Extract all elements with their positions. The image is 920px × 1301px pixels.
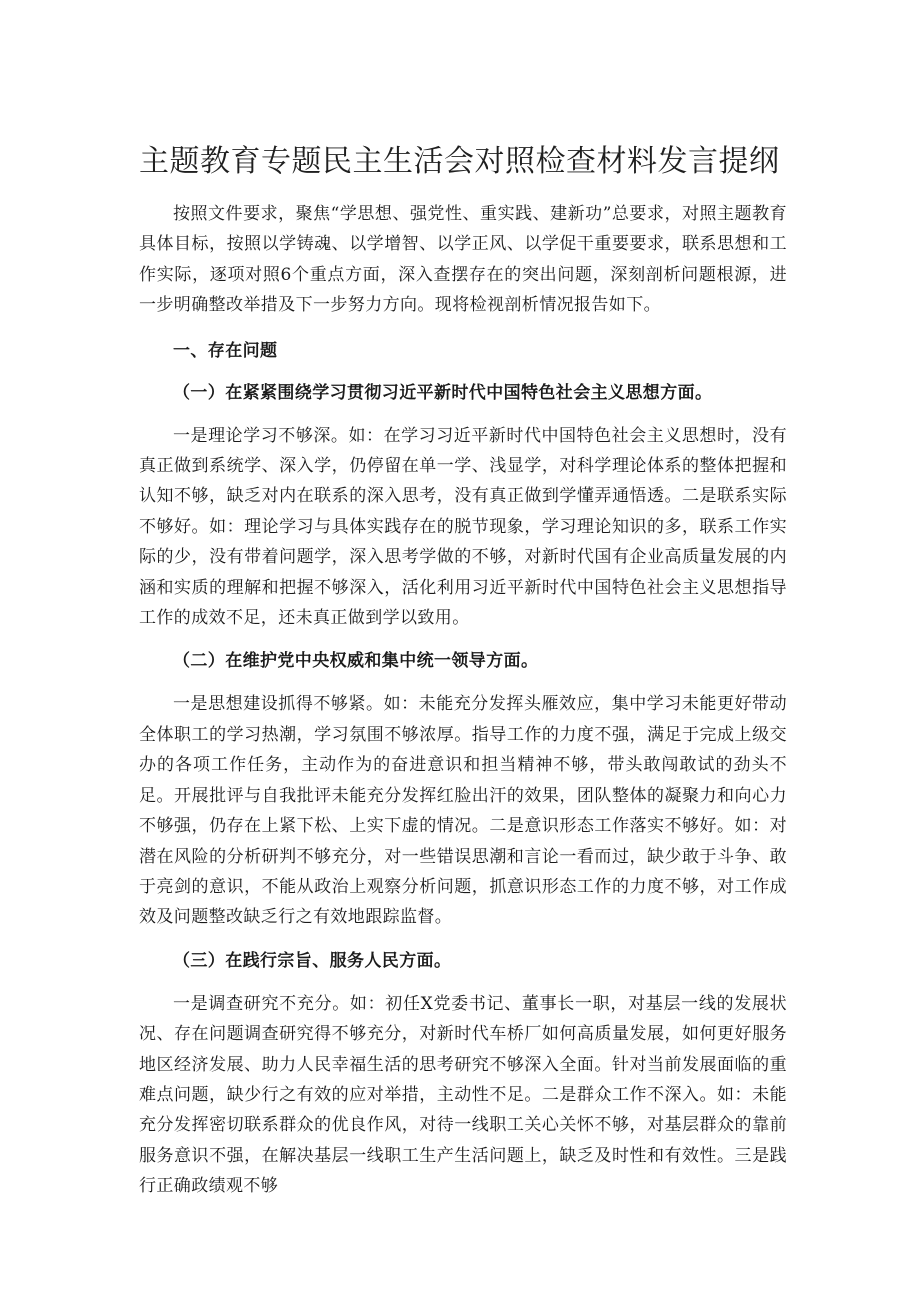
subsection-heading-1: （一）在紧紧围绕学习贯彻习近平新时代中国特色社会主义思想方面。 [173, 382, 713, 403]
spacer [139, 933, 787, 946]
spacer [139, 408, 787, 421]
intro-paragraph: 按照文件要求，聚焦“学思想、强党性、重实践、建新功”总要求，对照主题教育具体目标，按照以学铸魂、以学增智、以学正风、以学促干重要要求，联系思想和工作实际，逐项对照6个重点方面，深入查摆存在的突出问题，深刻剖析问题根源，进一步明确整改举措及下一步努力方向。现将检视剖析情况报告如下。 [139, 204, 787, 316]
spacer [139, 633, 787, 646]
subsection-paragraph-3: 一是调查研究不充分。如：初任X党委书记、董事长一职，对基层一线的发展状况、存在问题调查研究得不够充分，对新时代车桥厂如何高质量发展，如何更好服务地区经济发展、助力人民幸福生活的思考研究不够深入全面。针对当前发展面临的重难点问题，缺少行之有效的应对举措，主动性不足。二是群众工作不深入。如：未能充分发挥密切联系群众的优良作风，对待一线职工关心关怀不够，对基层群众的靠前服务意识不强，在解决基层一线职工生产生活问题上，缺乏及时性和有效性。三是践行正确政绩观不够 [139, 993, 787, 1197]
subsection-heading-3: （三）在践行宗旨、服务人民方面。 [173, 950, 452, 971]
document-title: 主题教育专题民主生活会对照检查材料发言提纲 [139, 144, 780, 179]
document-body [139, 199, 787, 1202]
subsection-heading-2: （二）在维护党中央权威和集中统一领导方面。 [173, 651, 539, 672]
subsection-paragraph-1: 一是理论学习不够深。如：在学习习近平新时代中国特色社会主义思想时，没有真正做到系统学、深入学，仍停留在单一学、浅显学，对科学理论体系的整体把握和认知不够，缺乏对内在联系的深入思考，没有真正做到学懂弄通悟透。二是联系实际不够好。如：理论学习与具体实践存在的脱节现象，学习理论知识的多，联系工作实际的少，没有带着问题学，深入思考学做的不够，对新时代国有企业高质量发展的内涵和实质的理解和把握不够深入，活化利用习近平新时代中国特色社会主义思想指导工作的成效不足，还未真正做到学以致用。 [139, 425, 787, 629]
spacer [139, 321, 787, 336]
section-heading-problems: 一、存在问题 [173, 340, 278, 361]
spacer [139, 676, 787, 689]
subsection-paragraph-2: 一是思想建设抓得不够紧。如：未能充分发挥头雁效应，集中学习未能更好带动全体职工的学习热潮，学习氛围不够浓厚。指导工作的力度不强，满足于完成上级交办的各项工作任务，主动作为的奋进意识和担当精神不够，带头敢闯敢试的劲头不足。开展批评与自我批评未能充分发挥红脸出汗的效果，团队整体的凝聚力和向心力不够强，仍存在上紧下松、上实下虚的情况。二是意识形态工作落实不够好。如：对潜在风险的分析研判不够充分，对一些错误思潮和言论一看而过，缺少敢于斗争、敢于亮剑的意识，不能从政治上观察分析问题，抓意识形态工作的力度不够，对工作成效及问题整改缺乏行之有效地跟踪监督。 [139, 694, 787, 928]
spacer [139, 366, 787, 378]
spacer [139, 976, 787, 989]
